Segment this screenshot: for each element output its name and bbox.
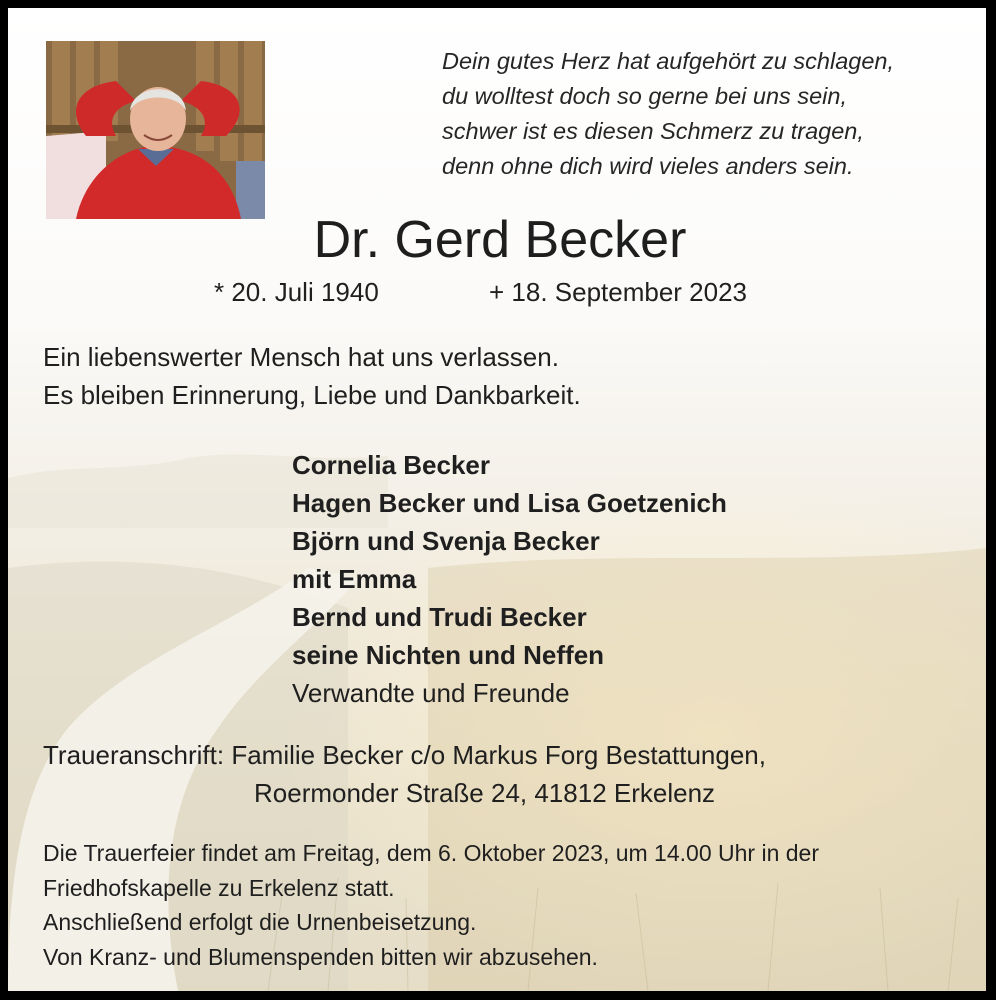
mourner-line-extra: Verwandte und Freunde xyxy=(292,678,570,708)
service-line: Anschließend erfolgt die Urnenbeisetzung. xyxy=(43,909,477,935)
death-date: + 18. September 2023 xyxy=(489,277,748,307)
portrait-photo xyxy=(46,41,265,219)
mourner-line: Björn und Svenja Becker xyxy=(292,526,600,556)
service-line: Friedhofskapelle zu Erkelenz statt. xyxy=(43,874,395,901)
mourning-address xyxy=(43,736,766,812)
address-line: Roermonder Straße 24, 41812 Erkelenz xyxy=(254,778,716,808)
obituary-card xyxy=(8,8,986,991)
intro-text xyxy=(43,338,581,414)
service-line: Von Kranz- und Blumenspenden bitten wir abzusehen. xyxy=(43,943,598,970)
intro-line: Ein liebenswerter Mensch hat uns verlassen. xyxy=(43,342,559,372)
deceased-name-block xyxy=(8,208,986,272)
mourner-line: seine Nichten und Neffen xyxy=(292,640,605,670)
mourner-line: Cornelia Becker xyxy=(292,450,490,480)
poem-line: schwer ist es diesen Schmerz zu tragen, xyxy=(442,118,864,144)
poem-line: du wolltest doch so gerne bei uns sein, xyxy=(442,83,847,109)
mourner-line: Bernd und Trudi Becker xyxy=(292,602,587,632)
mourner-line: Hagen Becker und Lisa Goetzenich xyxy=(292,488,727,518)
mourners-list xyxy=(292,446,727,712)
address-line: Traueranschrift: Familie Becker c/o Markus Forg Bestattungen, xyxy=(43,740,766,770)
birth-date: * 20. Juli 1940 xyxy=(214,277,379,307)
poem-line: denn ohne dich wird vieles anders sein. xyxy=(442,153,854,179)
service-line: Die Trauerfeier findet am Freitag, dem 6. Oktober 2023, um 14.00 Uhr in der xyxy=(43,840,819,866)
deceased-name: Dr. Gerd Becker xyxy=(313,211,687,269)
service-details xyxy=(43,836,819,974)
mourner-line: mit Emma xyxy=(292,564,417,594)
poem-line: Dein gutes Herz hat aufgehört zu schlagen, xyxy=(442,48,894,74)
poem xyxy=(442,44,972,184)
intro-line: Es bleiben Erinnerung, Liebe und Dankbarkeit. xyxy=(43,380,581,410)
